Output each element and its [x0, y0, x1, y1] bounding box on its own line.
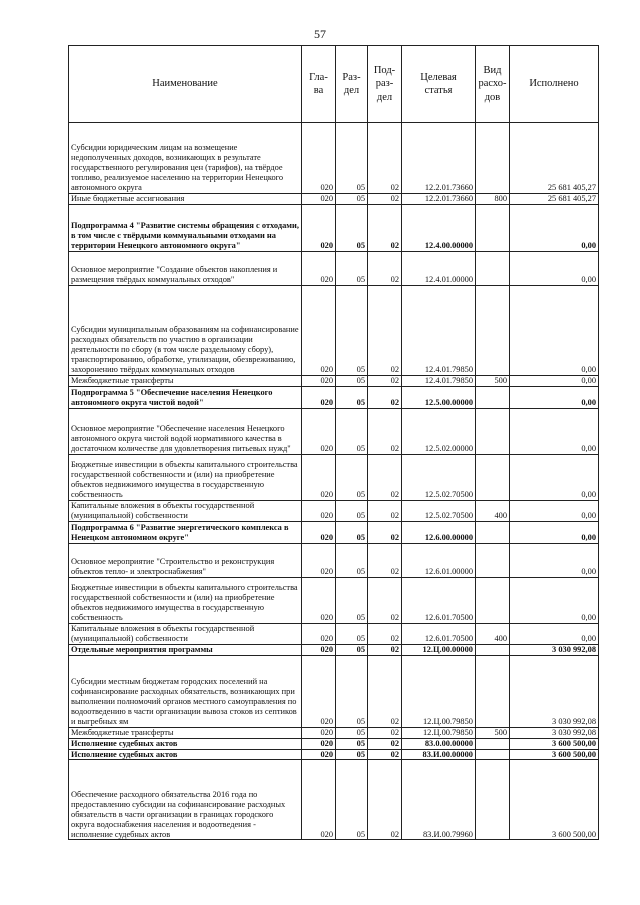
cell-amount: 3 030 992,08 [510, 644, 599, 655]
cell-amount: 0,00 [510, 454, 599, 500]
cell-type [476, 749, 510, 760]
header-expense-type [476, 46, 510, 123]
table-header-row [69, 46, 599, 123]
cell-sub: 02 [368, 386, 402, 408]
cell-sub: 02 [368, 408, 402, 454]
cell-ch: 020 [302, 285, 336, 375]
cell-sec: 05 [336, 454, 368, 500]
cell-target: 12.4.01.00000 [402, 251, 476, 285]
cell-target: 12.5.02.70500 [402, 454, 476, 500]
cell-amount: 0,00 [510, 375, 599, 386]
cell-sub: 02 [368, 655, 402, 727]
cell-target: 12.5.02.70500 [402, 500, 476, 521]
table-row [69, 386, 599, 408]
cell-type [476, 738, 510, 749]
cell-amount: 0,00 [510, 500, 599, 521]
cell-name: Субсидии юридическим лицам на возмещение недополученных доходов, возникающих в результате государственного регулирования цен (тарифов), на твёрдое топливо, реализуемое населению на территории Ненецкого автономного округа [69, 123, 302, 194]
cell-amount: 3 600 500,00 [510, 738, 599, 749]
cell-target: 12.6.01.70500 [402, 623, 476, 644]
cell-target: 12.6.00.00000 [402, 521, 476, 543]
cell-amount: 25 681 405,27 [510, 194, 599, 205]
table-row [69, 543, 599, 577]
cell-type [476, 204, 510, 251]
table-row [69, 194, 599, 205]
cell-target: 12.2.01.73660 [402, 123, 476, 194]
cell-sub: 02 [368, 375, 402, 386]
header-chapter [302, 46, 336, 123]
table-row [69, 375, 599, 386]
header-section [336, 46, 368, 123]
cell-name: Обеспечение расходного обязательства 2016 года по предоставлению субсидии на софинансирование расходных обязательств в части организации в границах городского округа водоснабжения населения и водоотведения - исполнение судебных актов [69, 760, 302, 840]
cell-amount: 0,00 [510, 623, 599, 644]
cell-sub: 02 [368, 123, 402, 194]
table-row [69, 655, 599, 727]
cell-name: Капитальные вложения в объекты государственной (муниципальной) собственности [69, 500, 302, 521]
cell-ch: 020 [302, 543, 336, 577]
cell-name: Основное мероприятие "Обеспечение населения Ненецкого автономного округа чистой водой нормативного качества в достаточном количестве для удовлетворения питьевых нужд" [69, 408, 302, 454]
cell-amount: 0,00 [510, 543, 599, 577]
cell-sub: 02 [368, 204, 402, 251]
cell-type [476, 521, 510, 543]
cell-ch: 020 [302, 123, 336, 194]
cell-type: 800 [476, 194, 510, 205]
cell-name: Иные бюджетные ассигнования [69, 194, 302, 205]
cell-sub: 02 [368, 577, 402, 623]
cell-target: 12.6.01.70500 [402, 577, 476, 623]
table-row [69, 760, 599, 840]
table-row [69, 204, 599, 251]
table-row [69, 285, 599, 375]
cell-ch: 020 [302, 386, 336, 408]
cell-sec: 05 [336, 749, 368, 760]
header-section-label: Раз- дел [342, 71, 361, 96]
cell-amount: 0,00 [510, 408, 599, 454]
table-row [69, 408, 599, 454]
cell-ch: 020 [302, 577, 336, 623]
cell-sec: 05 [336, 543, 368, 577]
cell-type: 500 [476, 375, 510, 386]
cell-sub: 02 [368, 500, 402, 521]
cell-amount: 25 681 405,27 [510, 123, 599, 194]
cell-sub: 02 [368, 285, 402, 375]
cell-type: 500 [476, 727, 510, 738]
budget-table [68, 45, 599, 840]
cell-ch: 020 [302, 738, 336, 749]
header-subsection-label: Под- раз- дел [373, 65, 396, 103]
table-row [69, 521, 599, 543]
cell-ch: 020 [302, 749, 336, 760]
cell-name: Межбюджетные трансферты [69, 727, 302, 738]
cell-type [476, 408, 510, 454]
cell-type [476, 386, 510, 408]
cell-ch: 020 [302, 521, 336, 543]
table-row [69, 644, 599, 655]
cell-target: 12.4.01.79850 [402, 285, 476, 375]
cell-sub: 02 [368, 251, 402, 285]
cell-name: Подпрограмма 5 "Обеспечение населения Ненецкого автономного округа чистой водой" [69, 386, 302, 408]
cell-amount: 0,00 [510, 386, 599, 408]
header-target-label: Целевая статья [420, 71, 457, 96]
header-executed [510, 46, 599, 123]
cell-amount: 0,00 [510, 577, 599, 623]
cell-amount: 3 030 992,08 [510, 727, 599, 738]
cell-type [476, 644, 510, 655]
cell-sec: 05 [336, 386, 368, 408]
cell-name: Капитальные вложения в объекты государственной (муниципальной) собственности [69, 623, 302, 644]
cell-sec: 05 [336, 375, 368, 386]
header-name [69, 46, 302, 123]
cell-sec: 05 [336, 500, 368, 521]
cell-amount: 0,00 [510, 251, 599, 285]
header-subsection [368, 46, 402, 123]
cell-amount: 0,00 [510, 204, 599, 251]
cell-amount: 0,00 [510, 285, 599, 375]
cell-ch: 020 [302, 194, 336, 205]
cell-amount: 3 600 500,00 [510, 749, 599, 760]
cell-ch: 020 [302, 500, 336, 521]
cell-target: 83.И.00.79960 [402, 760, 476, 840]
cell-sec: 05 [336, 577, 368, 623]
cell-ch: 020 [302, 655, 336, 727]
cell-sub: 02 [368, 454, 402, 500]
cell-amount: 3 600 500,00 [510, 760, 599, 840]
cell-sec: 05 [336, 285, 368, 375]
page-number: 57 [314, 27, 326, 41]
cell-sec: 05 [336, 521, 368, 543]
cell-sec: 05 [336, 760, 368, 840]
table-row [69, 251, 599, 285]
table-row [69, 500, 599, 521]
cell-name: Исполнение судебных актов [69, 749, 302, 760]
cell-type [476, 285, 510, 375]
table-row [69, 623, 599, 644]
cell-sec: 05 [336, 204, 368, 251]
cell-target: 12.4.01.79850 [402, 375, 476, 386]
cell-name: Межбюджетные трансферты [69, 375, 302, 386]
table-row [69, 727, 599, 738]
cell-sec: 05 [336, 123, 368, 194]
cell-ch: 020 [302, 454, 336, 500]
cell-target: 12.Ц.00.00000 [402, 644, 476, 655]
cell-sec: 05 [336, 251, 368, 285]
cell-name: Субсидии муниципальным образованиям на софинансирование расходных обязательств по участию в организации деятельности по сбору (в том числе раздельному сбору), транспортированию, обработке, утилизации, обезвреживанию, захоронению твёрдых коммунальных отходов [69, 285, 302, 375]
cell-name: Исполнение судебных актов [69, 738, 302, 749]
cell-sec: 05 [336, 727, 368, 738]
cell-name: Отдельные мероприятия программы [69, 644, 302, 655]
header-name-label: Наименование [152, 78, 218, 90]
cell-sub: 02 [368, 738, 402, 749]
cell-target: 12.6.01.00000 [402, 543, 476, 577]
cell-target: 12.5.00.00000 [402, 386, 476, 408]
cell-sub: 02 [368, 543, 402, 577]
cell-type [476, 454, 510, 500]
cell-sec: 05 [336, 623, 368, 644]
cell-target: 12.2.01.73660 [402, 194, 476, 205]
cell-name: Основное мероприятие "Строительство и реконструкция объектов тепло- и электроснабжения" [69, 543, 302, 577]
cell-target: 12.5.02.00000 [402, 408, 476, 454]
cell-sub: 02 [368, 749, 402, 760]
cell-sub: 02 [368, 644, 402, 655]
cell-sub: 02 [368, 194, 402, 205]
cell-name: Субсидии местным бюджетам городских поселений на софинансирование расходных обязательств, возникающих при выполнении полномочий органов местного самоуправления по водоотведению в части организации вывоза стоков из септиков и выгребных ям [69, 655, 302, 727]
cell-ch: 020 [302, 644, 336, 655]
cell-name: Бюджетные инвестиции в объекты капитального строительства государственной собственности и (или) на приобретение объектов недвижимого имущества в государственную собственность [69, 577, 302, 623]
cell-sec: 05 [336, 738, 368, 749]
table-row [69, 123, 599, 194]
cell-type [476, 543, 510, 577]
table-row [69, 738, 599, 749]
cell-ch: 020 [302, 623, 336, 644]
cell-type [476, 655, 510, 727]
table-row [69, 454, 599, 500]
cell-ch: 020 [302, 251, 336, 285]
cell-ch: 020 [302, 408, 336, 454]
cell-type [476, 577, 510, 623]
cell-ch: 020 [302, 375, 336, 386]
header-target [402, 46, 476, 123]
cell-ch: 020 [302, 727, 336, 738]
cell-sec: 05 [336, 194, 368, 205]
cell-name: Бюджетные инвестиции в объекты капитального строительства государственной собственности и (или) на приобретение объектов недвижимого имущества в государственную собственность [69, 454, 302, 500]
cell-type [476, 123, 510, 194]
cell-sec: 05 [336, 655, 368, 727]
header-chapter-label: Гла- ва [309, 71, 328, 96]
cell-name: Подпрограмма 6 "Развитие энергетического комплекса в Ненецком автономном округе" [69, 521, 302, 543]
cell-ch: 020 [302, 204, 336, 251]
cell-target: 12.4.00.00000 [402, 204, 476, 251]
cell-ch: 020 [302, 760, 336, 840]
header-executed-label: Исполнено [529, 78, 579, 90]
cell-sec: 05 [336, 408, 368, 454]
cell-target: 12.Ц.00.79850 [402, 727, 476, 738]
cell-sub: 02 [368, 623, 402, 644]
cell-target: 83.0.00.00000 [402, 738, 476, 749]
cell-sec: 05 [336, 644, 368, 655]
cell-name: Основное мероприятие "Создание объектов накопления и размещения твёрдых коммунальных отходов" [69, 251, 302, 285]
cell-type [476, 760, 510, 840]
cell-type [476, 251, 510, 285]
cell-sub: 02 [368, 727, 402, 738]
cell-type: 400 [476, 500, 510, 521]
table-row [69, 749, 599, 760]
cell-target: 12.Ц.00.79850 [402, 655, 476, 727]
cell-sub: 02 [368, 760, 402, 840]
cell-amount: 3 030 992,08 [510, 655, 599, 727]
cell-type: 400 [476, 623, 510, 644]
cell-amount: 0,00 [510, 521, 599, 543]
header-expense-type-label: Вид расхо- дов [478, 65, 507, 103]
cell-sub: 02 [368, 521, 402, 543]
table-row [69, 577, 599, 623]
cell-name: Подпрограмма 4 "Развитие системы обращения с отходами, в том числе с твёрдыми коммунальными отходами на территории Ненецкого автономного округа" [69, 204, 302, 251]
cell-target: 83.И.00.00000 [402, 749, 476, 760]
